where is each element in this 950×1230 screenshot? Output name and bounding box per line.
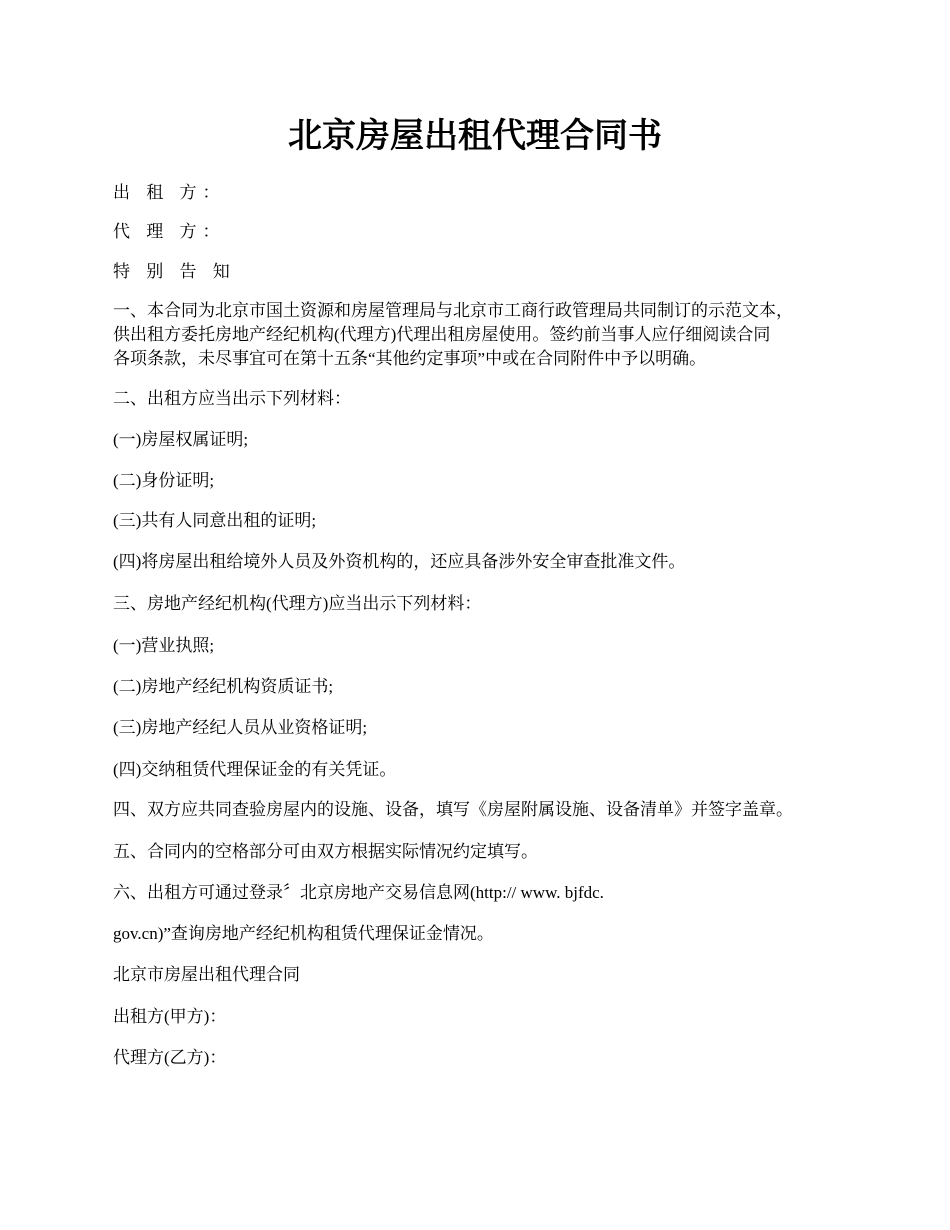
agent-label: 代 理 方：: [113, 222, 226, 241]
notice-item-2-sub-3: (三)共有人同意出租的证明;: [113, 511, 317, 530]
lessor-label: 出 租 方：: [113, 183, 226, 202]
notice-item-3-sub-1: (一)营业执照;: [113, 636, 215, 655]
notice-item-2-sub-1: (一)房屋权属证明;: [113, 430, 249, 449]
contract-title: 北京市房屋出租代理合同: [113, 965, 300, 984]
notice-item-2-sub-4: (四)将房屋出租给境外人员及外资机构的，还应具备涉外安全审查批准文件。: [113, 552, 686, 571]
notice-item-6-line-1: 六、出租方可通过登录〞北京房地产交易信息网(http:// www. bjfdc.: [113, 883, 604, 902]
notice-item-1: [113, 299, 863, 371]
notice-heading: 特 别 告 知: [113, 262, 236, 281]
notice-item-1-line-3: 各项条款，未尽事宜可在第十五条“其他约定事项”中或在合同附件中予以明确。: [113, 349, 707, 368]
notice-item-4: 四、双方应共同查验房屋内的设施、设备，填写《房屋附属设施、设备清单》并签字盖章。: [113, 800, 793, 819]
notice-item-1-line-2: 供出租方委托房地产经纪机构(代理方)代理出租房屋使用。签约前当事人应仔细阅读合同: [113, 325, 771, 344]
party-b-label: 代理方(乙方)：: [113, 1048, 227, 1067]
notice-item-5: 五、合同内的空格部分可由双方根据实际情况约定填写。: [113, 842, 538, 861]
notice-item-1-line-1: 一、本合同为北京市国土资源和房屋管理局与北京市工商行政管理局共同制订的示范文本，: [113, 301, 793, 320]
notice-item-2-sub-2: (二)身份证明;: [113, 471, 215, 490]
party-a-label: 出租方(甲方)：: [113, 1007, 227, 1026]
notice-item-3-sub-4: (四)交纳租赁代理保证金的有关凭证。: [113, 760, 397, 779]
notice-item-2-heading: 二、出租方应当出示下列材料：: [113, 389, 351, 408]
notice-item-3-sub-2: (二)房地产经纪机构资质证书;: [113, 677, 334, 696]
notice-item-3-heading: 三、房地产经纪机构(代理方)应当出示下列材料：: [113, 594, 482, 613]
notice-item-6-line-2: gov.cn)”查询房地产经纪机构租赁代理保证金情况。: [113, 924, 494, 943]
notice-item-3-sub-3: (三)房地产经纪人员从业资格证明;: [113, 718, 368, 737]
document-title: 北京房屋出租代理合同书: [288, 118, 662, 155]
